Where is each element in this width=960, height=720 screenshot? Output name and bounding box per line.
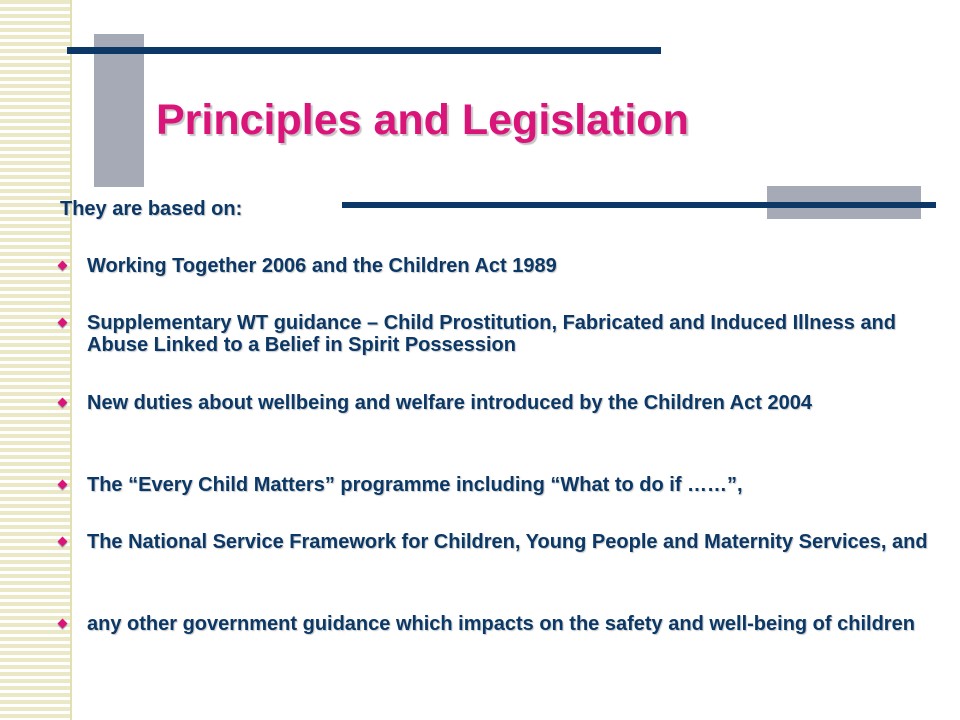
diamond-bullet-icon bbox=[58, 480, 68, 490]
diamond-bullet-icon bbox=[58, 318, 68, 328]
intro-text: They are based on: bbox=[60, 198, 243, 220]
diamond-bullet-icon bbox=[58, 619, 68, 629]
bullet-text: Working Together 2006 and the Children Act 1989 bbox=[87, 255, 557, 277]
bullet-item bbox=[50, 392, 940, 414]
diamond-bullet-icon bbox=[58, 261, 68, 271]
bullet-text: The National Service Framework for Children, Young People and Maternity Services, and bbox=[87, 531, 928, 553]
bullet-item bbox=[50, 474, 940, 496]
bullet-text: Supplementary WT guidance – Child Prostitution, Fabricated and Induced Illness and Abuse Linked to a Belief in Spirit Possession bbox=[87, 312, 896, 356]
bullet-item bbox=[50, 531, 940, 553]
bullet-text: any other government guidance which impacts on the safety and well-being of children bbox=[87, 613, 915, 635]
bullet-item bbox=[50, 312, 940, 356]
left-stripe-pattern bbox=[0, 0, 72, 720]
title-accent-line bbox=[67, 47, 661, 54]
bullet-item bbox=[50, 613, 940, 635]
bullet-text: New duties about wellbeing and welfare introduced by the Children Act 2004 bbox=[87, 392, 812, 414]
bullet-text: The “Every Child Matters” programme including “What to do if ……”, bbox=[87, 474, 743, 496]
bullet-item bbox=[50, 255, 940, 277]
diamond-bullet-icon bbox=[58, 537, 68, 547]
body-accent-line bbox=[342, 202, 936, 208]
stripe-edge bbox=[70, 0, 72, 720]
diamond-bullet-icon bbox=[58, 398, 68, 408]
title-accent-block bbox=[94, 34, 144, 187]
slide-title: Principles and Legislation bbox=[156, 96, 689, 144]
